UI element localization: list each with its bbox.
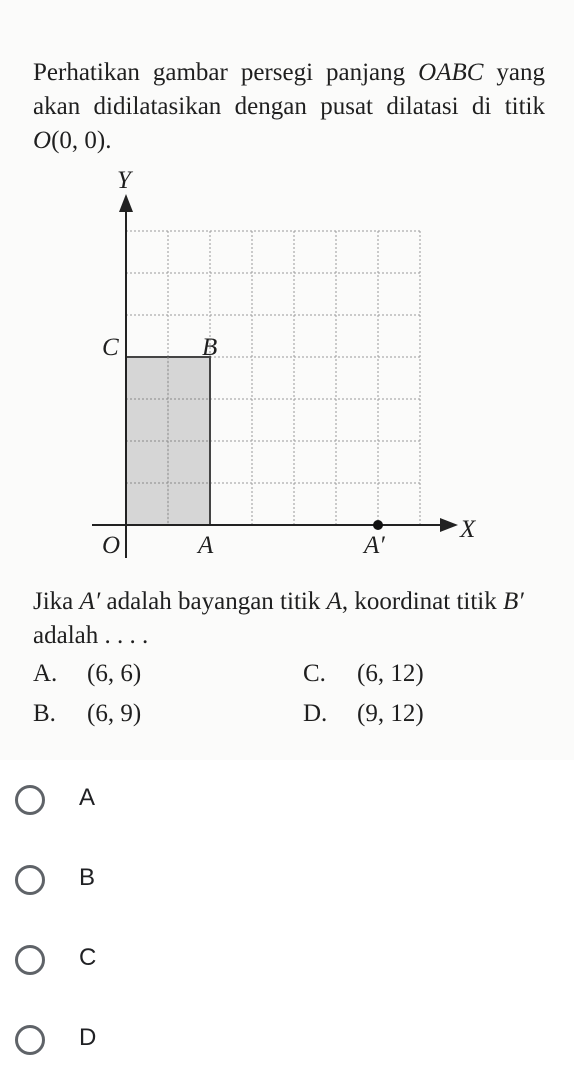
- label-a: A: [198, 532, 214, 559]
- option-d[interactable]: [0, 1015, 574, 1075]
- radio-button-b[interactable]: [15, 865, 45, 895]
- radio-button-d[interactable]: [15, 1025, 45, 1055]
- choice-c: C. (6, 12): [303, 660, 424, 687]
- label-o: O: [102, 532, 121, 559]
- radio-button-a[interactable]: [15, 785, 45, 815]
- question-prompt: Jika A′ adalah bayangan titik A, koordinat titik B′ adalah . . . .: [33, 588, 524, 649]
- point-b-prime-ref: B′: [502, 588, 524, 615]
- option-a-label: A: [79, 784, 96, 811]
- choice-b: B. (6, 9): [33, 700, 142, 727]
- y-axis-label: Y: [117, 167, 131, 194]
- center-point: O: [33, 127, 52, 154]
- radio-button-c[interactable]: [15, 945, 45, 975]
- question-intro: Perhatikan gambar persegi panjang OABC yang akan didilatasikan dengan pusat dilatasi di titik O(0, 0).: [33, 59, 545, 154]
- option-c[interactable]: [0, 935, 574, 995]
- coordinate-diagram: [80, 160, 500, 560]
- x-axis-label: X: [460, 516, 476, 543]
- choice-a: A. (6, 6): [33, 660, 142, 687]
- option-b[interactable]: [0, 855, 574, 915]
- point-a-prime: [373, 520, 383, 530]
- point-a-ref: A: [326, 588, 342, 615]
- label-b: B: [202, 334, 218, 361]
- label-a-prime: A′: [364, 532, 385, 559]
- y-axis-arrow-icon: [119, 194, 133, 212]
- option-a[interactable]: [0, 775, 574, 835]
- x-axis-arrow-icon: [440, 518, 458, 532]
- option-c-label: C: [79, 944, 97, 971]
- shape-name: OABC: [418, 59, 484, 86]
- option-d-label: D: [79, 1024, 97, 1051]
- choice-d: D. (9, 12): [303, 700, 424, 727]
- point-a-prime-ref: A′: [79, 588, 101, 615]
- label-c: C: [102, 334, 119, 361]
- option-b-label: B: [79, 864, 96, 891]
